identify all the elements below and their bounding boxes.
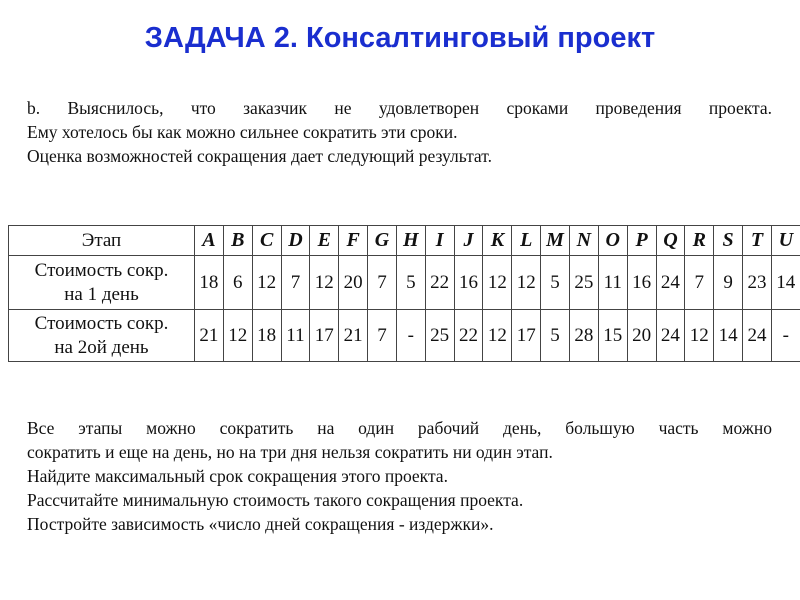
cost-day2-cell-j: 22 xyxy=(454,310,483,362)
stage-cell-r: R xyxy=(685,226,714,256)
cost-day1-cell-o: 11 xyxy=(598,256,627,310)
cost-day2-cell-c: 18 xyxy=(252,310,281,362)
stage-header-label: Этап xyxy=(9,226,195,256)
cost-day1-cell-m: 5 xyxy=(541,256,570,310)
stage-cell-n: N xyxy=(569,226,598,256)
stage-cell-i: I xyxy=(425,226,454,256)
task-line: Постройте зависимость «число дней сокращения - издержки». xyxy=(27,514,494,534)
stage-cell-g: G xyxy=(368,226,397,256)
stage-cell-t: T xyxy=(743,226,772,256)
stage-cell-u: U xyxy=(771,226,800,256)
row-label-line: на 2ой день xyxy=(54,336,149,358)
cost-day2-cell-i: 25 xyxy=(425,310,454,362)
cost-day2-cell-q: 24 xyxy=(656,310,685,362)
cost-day2-cell-e: 17 xyxy=(310,310,339,362)
cost-day2-cell-o: 15 xyxy=(598,310,627,362)
cost-day1-cell-n: 25 xyxy=(569,256,598,310)
stage-cell-k: K xyxy=(483,226,512,256)
stage-cell-l: L xyxy=(512,226,541,256)
stage-cell-o: O xyxy=(598,226,627,256)
cost-day1-cell-j: 16 xyxy=(454,256,483,310)
cost-day2-cell-n: 28 xyxy=(569,310,598,362)
slide-title: ЗАДАЧА 2. Консалтинговый проект xyxy=(144,22,656,54)
cost-day2-cell-b: 12 xyxy=(223,310,252,362)
intro-line: Ему хотелось бы как можно сильнее сократить эти сроки. xyxy=(27,122,458,142)
cost-day1-cell-s: 9 xyxy=(714,256,743,310)
cost-day2-cell-a: 21 xyxy=(195,310,224,362)
stage-cell-p: P xyxy=(627,226,656,256)
cost-day1-cell-d: 7 xyxy=(281,256,310,310)
cost-day2-cell-t: 24 xyxy=(743,310,772,362)
intro-text xyxy=(27,96,772,168)
task-line: Рассчитайте минимальную стоимость такого сокращения проекта. xyxy=(27,490,524,510)
row-label-day2 xyxy=(9,310,195,362)
stage-cell-e: E xyxy=(310,226,339,256)
intro-line: Оценка возможностей сокращения дает следующий результат. xyxy=(27,146,492,166)
stage-cell-c: C xyxy=(252,226,281,256)
stage-cell-f: F xyxy=(339,226,368,256)
cost-day1-cell-r: 7 xyxy=(685,256,714,310)
cost-day2-cell-l: 17 xyxy=(512,310,541,362)
cost-day2-cell-p: 20 xyxy=(627,310,656,362)
cost-day1-cell-p: 16 xyxy=(627,256,656,310)
cost-day1-cell-a: 18 xyxy=(195,256,224,310)
cost-day2-cell-u: - xyxy=(771,310,800,362)
cost-day1-cell-l: 12 xyxy=(512,256,541,310)
cost-day1-cell-f: 20 xyxy=(339,256,368,310)
row-label-line: на 1 день xyxy=(64,283,139,305)
task-line: Все этапы можно сократить на один рабочий день, большую часть можно xyxy=(27,418,772,438)
cost-day1-cell-b: 6 xyxy=(223,256,252,310)
cost-day2-cell-s: 14 xyxy=(714,310,743,362)
cost-day1-cell-i: 22 xyxy=(425,256,454,310)
stage-cell-d: D xyxy=(281,226,310,256)
cost-day1-cell-h: 5 xyxy=(396,256,425,310)
cost-day2-cell-f: 21 xyxy=(339,310,368,362)
stage-cell-b: B xyxy=(223,226,252,256)
cost-table xyxy=(8,225,800,362)
task-line: Найдите максимальный срок сокращения этого проекта. xyxy=(27,466,448,486)
row-label-line: Стоимость сокр. xyxy=(34,312,169,334)
table-row xyxy=(9,256,800,310)
cost-day2-cell-h: - xyxy=(396,310,425,362)
cost-day1-cell-c: 12 xyxy=(252,256,281,310)
cost-day2-cell-d: 11 xyxy=(281,310,310,362)
cost-day1-cell-k: 12 xyxy=(483,256,512,310)
table-row xyxy=(9,310,800,362)
cost-day2-cell-r: 12 xyxy=(685,310,714,362)
stage-cell-j: J xyxy=(454,226,483,256)
row-label-line: Стоимость сокр. xyxy=(34,259,169,281)
stage-cell-a: A xyxy=(195,226,224,256)
cost-day1-cell-e: 12 xyxy=(310,256,339,310)
row-label-day1 xyxy=(9,256,195,310)
task-text xyxy=(27,416,772,536)
cost-day1-cell-t: 23 xyxy=(743,256,772,310)
cost-day1-cell-g: 7 xyxy=(368,256,397,310)
table-header-row xyxy=(9,226,800,256)
cost-day1-cell-q: 24 xyxy=(656,256,685,310)
stage-cell-s: S xyxy=(714,226,743,256)
intro-line: b. Выяснилось, что заказчик не удовлетворен сроками проведения проекта. xyxy=(27,98,772,118)
stage-cell-h: H xyxy=(396,226,425,256)
cost-day2-cell-g: 7 xyxy=(368,310,397,362)
stage-cell-q: Q xyxy=(656,226,685,256)
stage-cell-m: M xyxy=(541,226,570,256)
cost-day2-cell-m: 5 xyxy=(541,310,570,362)
task-line: сократить и еще на день, но на три дня нельзя сократить ни один этап. xyxy=(27,442,553,462)
cost-day2-cell-k: 12 xyxy=(483,310,512,362)
cost-day1-cell-u: 14 xyxy=(771,256,800,310)
